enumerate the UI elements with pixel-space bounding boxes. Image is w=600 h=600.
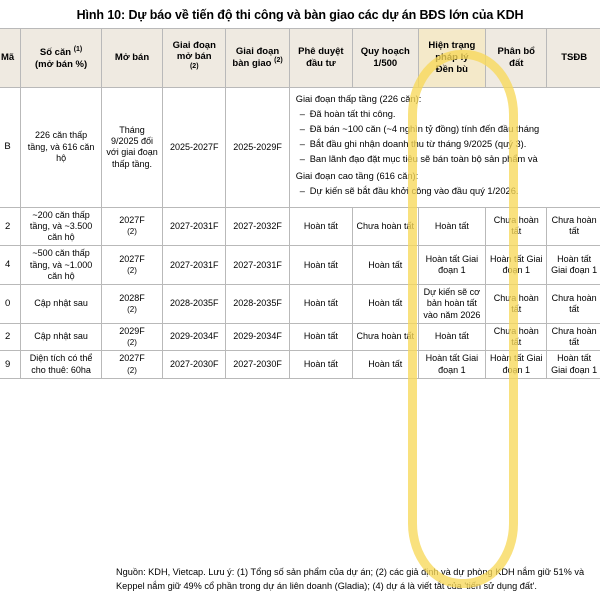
header-approval: Phê duyệt đầu tư	[289, 29, 352, 88]
cell-code: 9	[0, 351, 21, 379]
cell-open	[101, 246, 162, 285]
cell-compensation: Hoàn tất Giai đoạn 1	[418, 351, 486, 379]
table-row	[0, 285, 600, 324]
header-handover-phase: Giai đoạn bàn giao $^{(2)}$	[226, 29, 289, 88]
cell-code: 2	[0, 323, 21, 351]
header-open-phase: Giai đoạn mở bán $^{(2)}$	[163, 29, 226, 88]
header-land-allocation: Phân bổ đất	[486, 29, 547, 88]
cell-open-phase: 2025-2027F	[163, 88, 226, 208]
low-rise-bullets	[296, 108, 595, 167]
table-row	[0, 88, 600, 208]
cell-handover-phase: 2027-2030F	[226, 351, 289, 379]
cell-approval: Hoàn tất	[289, 323, 352, 351]
table-row	[0, 351, 600, 379]
table-row	[0, 246, 600, 285]
open-note: (2)	[127, 304, 137, 314]
cell-planning: Hoàn tất	[353, 351, 419, 379]
cell-handover-phase: 2028-2035F	[226, 285, 289, 324]
high-rise-phase-label: Giai đoạn cao tầng (616 căn):	[295, 170, 419, 181]
cell-open-phase: 2027-2031F	[163, 207, 226, 246]
cell-code: 2	[0, 207, 21, 246]
cell-open-phase: 2027-2031F	[163, 246, 226, 285]
open-note: (2)	[127, 266, 137, 276]
cell-compensation: Hoàn tất Giai đoạn 1	[418, 246, 486, 285]
cell-units: Cập nhật sau	[21, 323, 102, 351]
cell-open-phase: 2028-2035F	[163, 285, 226, 324]
cell-code: 4	[0, 246, 21, 285]
cell-land-allocation: Chưa hoàn tất	[486, 285, 547, 324]
cell-compensation: Hoàn tất	[418, 323, 486, 351]
cell-collateral: Chưa hoàn tất	[547, 285, 600, 324]
cell-compensation: Hoàn tất	[418, 207, 486, 246]
figure-title: Hình 10: Dự báo về tiến độ thi công và bàn giao các dự án BĐS lớn của KDH	[76, 8, 524, 22]
header-open: Mở bán	[101, 29, 162, 88]
cell-approval: Hoàn tất	[289, 351, 352, 379]
table-header-row	[0, 29, 600, 88]
list-item: – Đã hoàn tất thi công.	[310, 108, 595, 122]
cell-open	[101, 323, 162, 351]
cell-units: 226 căn thấp tầng, và 616 căn hộ	[21, 88, 102, 208]
open-note: (2)	[127, 338, 137, 348]
open-year: 2028F	[119, 292, 145, 303]
cell-units: Cập nhật sau	[21, 285, 102, 324]
cell-collateral: Hoàn tất Giai đoạn 1	[547, 351, 600, 379]
cell-planning: Chưa hoàn tất	[353, 207, 419, 246]
cell-land-allocation: Hoàn tất Giai đoạn 1	[486, 246, 547, 285]
cell-code: 0	[0, 285, 21, 324]
cell-compensation: Dự kiến sẽ cơ bản hoàn tất vào năm 2026	[418, 285, 486, 324]
low-rise-phase-label: Giai đoạn thấp tầng (226 căn):	[295, 94, 422, 104]
cell-open-phase: 2029-2034F	[163, 323, 226, 351]
cell-code: B	[0, 88, 21, 208]
cell-open	[101, 207, 162, 246]
open-note: (2)	[127, 227, 137, 237]
high-rise-bullets	[296, 185, 595, 199]
header-units: Số căn $^{(1)}$ (mở bán %)	[21, 29, 102, 88]
open-year: 2029F	[119, 325, 145, 336]
table-container	[0, 28, 600, 379]
cell-planning: Hoàn tất	[353, 246, 419, 285]
cell-planning: Chưa hoàn tất	[353, 323, 419, 351]
list-item: – Dự kiến sẽ bắt đầu khởi công vào đầu quý 1/2026.	[310, 185, 595, 199]
cell-land-allocation: Hoàn tất Giai đoạn 1	[486, 351, 547, 379]
cell-land-allocation: Chưa hoàn tất	[486, 323, 547, 351]
cell-units: ~200 căn thấp tầng, và ~3.500 căn hộ	[21, 207, 102, 246]
cell-approval: Hoàn tất	[289, 207, 352, 246]
open-note: (2)	[127, 365, 137, 375]
cell-collateral: Hoàn tất Giai đoạn 1	[547, 246, 600, 285]
cell-handover-phase: 2027-2032F	[226, 207, 289, 246]
header-compensation: Hiện trạng pháp lý Đền bù	[418, 29, 486, 88]
cell-handover-phase: 2025-2029F	[226, 88, 289, 208]
footnote: Nguồn: KDH, Vietcap. Lưu ý: (1) Tổng số sản phẩm của dự án; (2) các giả định và dự phòng KDH nắm giữ 51% và Keppel nắm giữ 49% cổ phần trong dự án liên doanh (Gladia); (4) dự á là viết tắt của 'tiến sử dụng đất'.	[116, 567, 585, 592]
cell-planning: Hoàn tất	[353, 285, 419, 324]
cell-collateral: Chưa hoàn tất	[547, 207, 600, 246]
list-item: – Ban lãnh đạo đặt mục tiêu sẽ bán toàn bộ sản phẩm và	[310, 153, 595, 167]
cell-collateral: Chưa hoàn tất	[547, 323, 600, 351]
open-year: 2027F	[119, 215, 145, 226]
table-row	[0, 323, 600, 351]
cell-units: ~500 căn thấp tầng, và ~1.000 căn hộ	[21, 246, 102, 285]
header-collateral: TSĐB	[547, 29, 600, 88]
cell-status-summary	[289, 88, 600, 208]
header-planning: Quy hoạch 1/500	[353, 29, 419, 88]
list-item: – Bắt đầu ghi nhận doanh thu từ tháng 9/2025 (quý 3).	[310, 138, 595, 152]
cell-open	[101, 351, 162, 379]
cell-approval: Hoàn tất	[289, 285, 352, 324]
cell-approval: Hoàn tất	[289, 246, 352, 285]
header-code: Mã	[0, 29, 21, 88]
cell-open-phase: 2027-2030F	[163, 351, 226, 379]
cell-handover-phase: 2029-2034F	[226, 323, 289, 351]
cell-open: Tháng 9/2025 đối với giai đoạn thấp tầng.	[101, 88, 162, 208]
cell-units: Diện tích có thể cho thuê: 60ha	[21, 351, 102, 379]
list-item: – Đã bán ~100 căn (~4 nghìn tỷ đồng) tính đến đầu tháng	[310, 123, 595, 137]
project-progress-table	[0, 28, 600, 379]
open-year: 2027F	[119, 253, 145, 264]
cell-land-allocation: Chưa hoàn tất	[486, 207, 547, 246]
cell-open	[101, 285, 162, 324]
cell-handover-phase: 2027-2031F	[226, 246, 289, 285]
table-row	[0, 207, 600, 246]
open-year: 2027F	[119, 353, 145, 364]
